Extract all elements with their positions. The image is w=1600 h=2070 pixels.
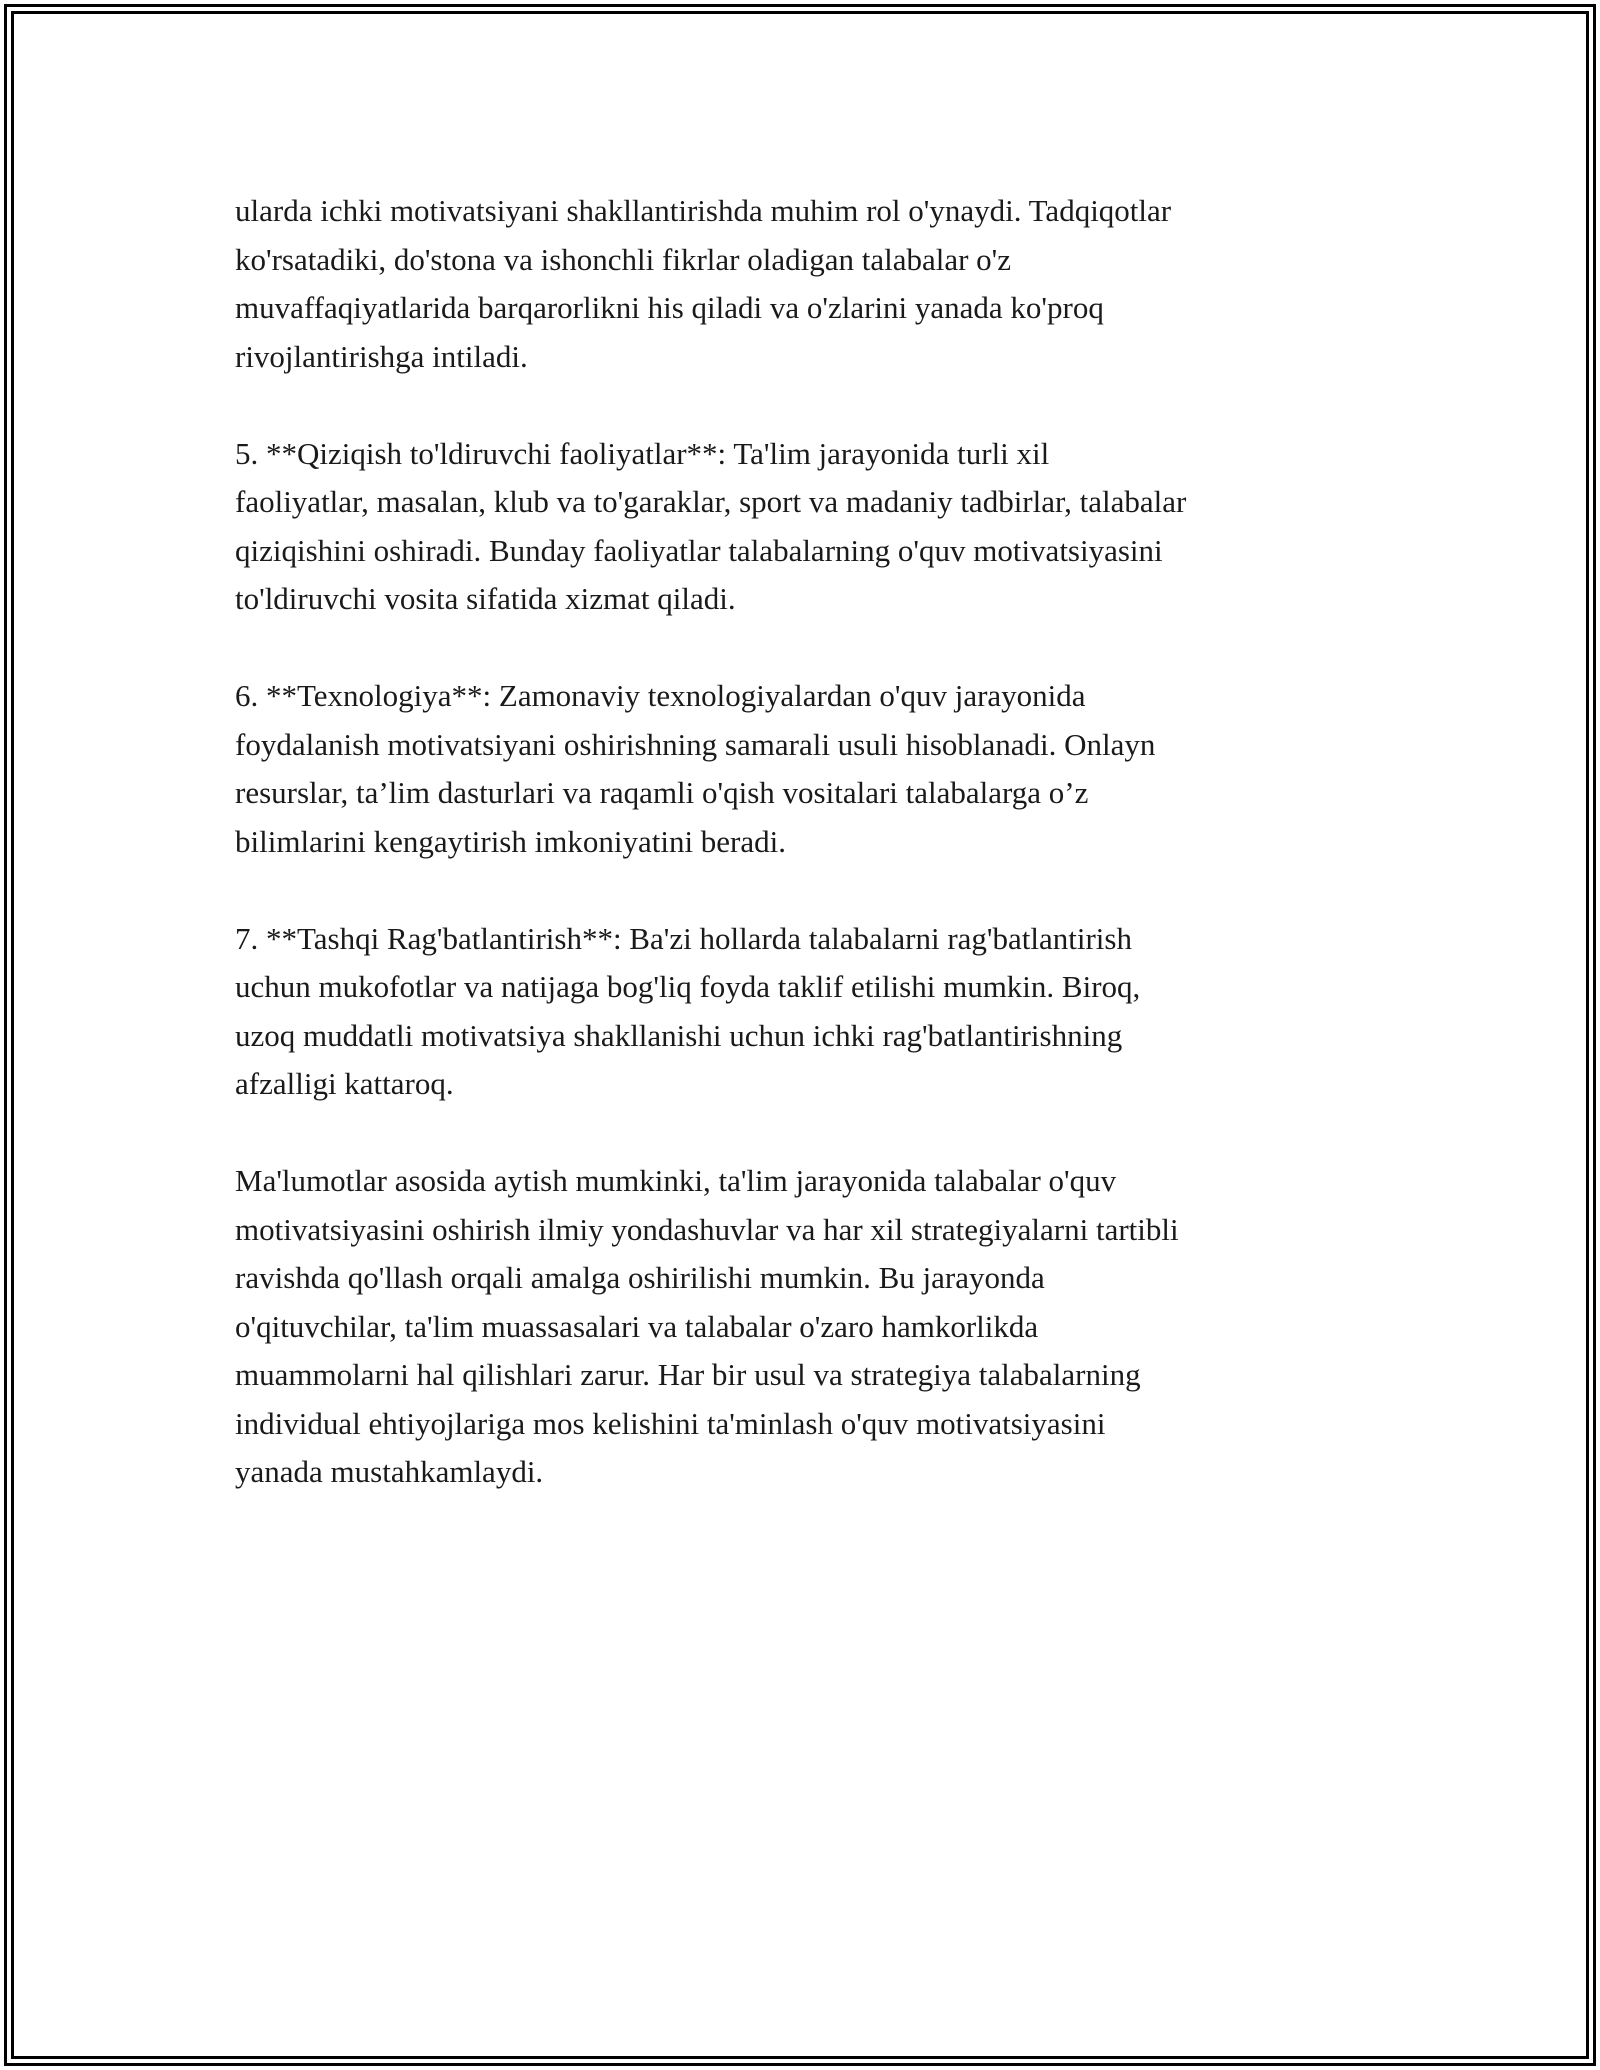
text-line: 7. **Tashqi Rag'batlantirish**: Ba'zi hollarda talabalarni rag'batlantirish xyxy=(235,920,1132,956)
text-line: qiziqishini oshiradi. Bunday faoliyatlar talabalarning o'quv motivatsiyasini xyxy=(235,532,1163,568)
paragraph-conclusion xyxy=(235,1157,1375,1497)
text-line: muammolarni hal qilishlari zarur. Har bir usul va strategiya talabalarning xyxy=(235,1357,1141,1392)
text-line: uzoq muddatli motivatsiya shakllanishi uchun ichki rag'batlantirishning xyxy=(235,1017,1123,1053)
text-line: foydalanish motivatsiyani oshirishning samarali usuli hisoblanadi. Onlayn xyxy=(235,726,1156,762)
text-line: ravishda qo'llash orqali amalga oshirilishi mumkin. Bu jarayonda xyxy=(235,1260,1045,1295)
text-line: to'ldiruvchi vosita sifatida xizmat qiladi. xyxy=(235,581,736,616)
text-line: ko'rsatadiki, do'stona va ishonchli fikrlar oladigan talabalar o'z xyxy=(235,241,1012,277)
paragraph-item-6 xyxy=(235,672,1375,866)
text-line: ularda ichki motivatsiyani shakllantirishda muhim rol o'ynaydi. Tadqiqotlar xyxy=(235,193,1172,228)
text-line: bilimlarini kengaytirish imkoniyatini beradi. xyxy=(235,823,787,859)
text-line: 6. **Texnologiya**: Zamonaviy texnologiyalardan o'quv jarayonida xyxy=(235,678,1086,713)
text-line: rivojlantirishga intiladi. xyxy=(235,338,528,374)
document-body xyxy=(235,187,1375,1497)
text-line: yanada mustahkamlaydi. xyxy=(235,1454,544,1489)
text-line: Ma'lumotlar asosida aytish mumkinki, ta'lim jarayonida talabalar o'quv xyxy=(235,1163,1117,1198)
text-line: uchun mukofotlar va natijaga bog'liq foyda taklif etilishi mumkin. Biroq, xyxy=(235,969,1141,1004)
text-line: resurslar, ta’lim dasturlari va raqamli o'qish vositalari talabalarga o’z xyxy=(235,775,1089,810)
text-line: o'qituvchilar, ta'lim muassasalari va talabalar o'zaro hamkorlikda xyxy=(235,1308,1039,1344)
paragraph-intro-continuation xyxy=(235,187,1375,381)
text-line: faoliyatlar, masalan, klub va to'garaklar, sport va madaniy tadbirlar, talabalar xyxy=(235,484,1187,519)
paragraph-item-7 xyxy=(235,915,1375,1109)
text-line: motivatsiyasini oshirish ilmiy yondashuvlar va har xil strategiyalarni tartibli xyxy=(235,1211,1179,1247)
text-line: individual ehtiyojlariga mos kelishini ta'minlash o'quv motivatsiyasini xyxy=(235,1405,1106,1441)
text-line: muvaffaqiyatlarida barqarorlikni his qiladi va o'zlarini yanada ko'proq xyxy=(235,290,1104,325)
paragraph-item-5 xyxy=(235,430,1375,624)
text-line: 5. **Qiziqish to'ldiruvchi faoliyatlar**: Ta'lim jarayonida turli xil xyxy=(235,435,1050,471)
text-line: afzalligi kattaroq. xyxy=(235,1066,454,1101)
